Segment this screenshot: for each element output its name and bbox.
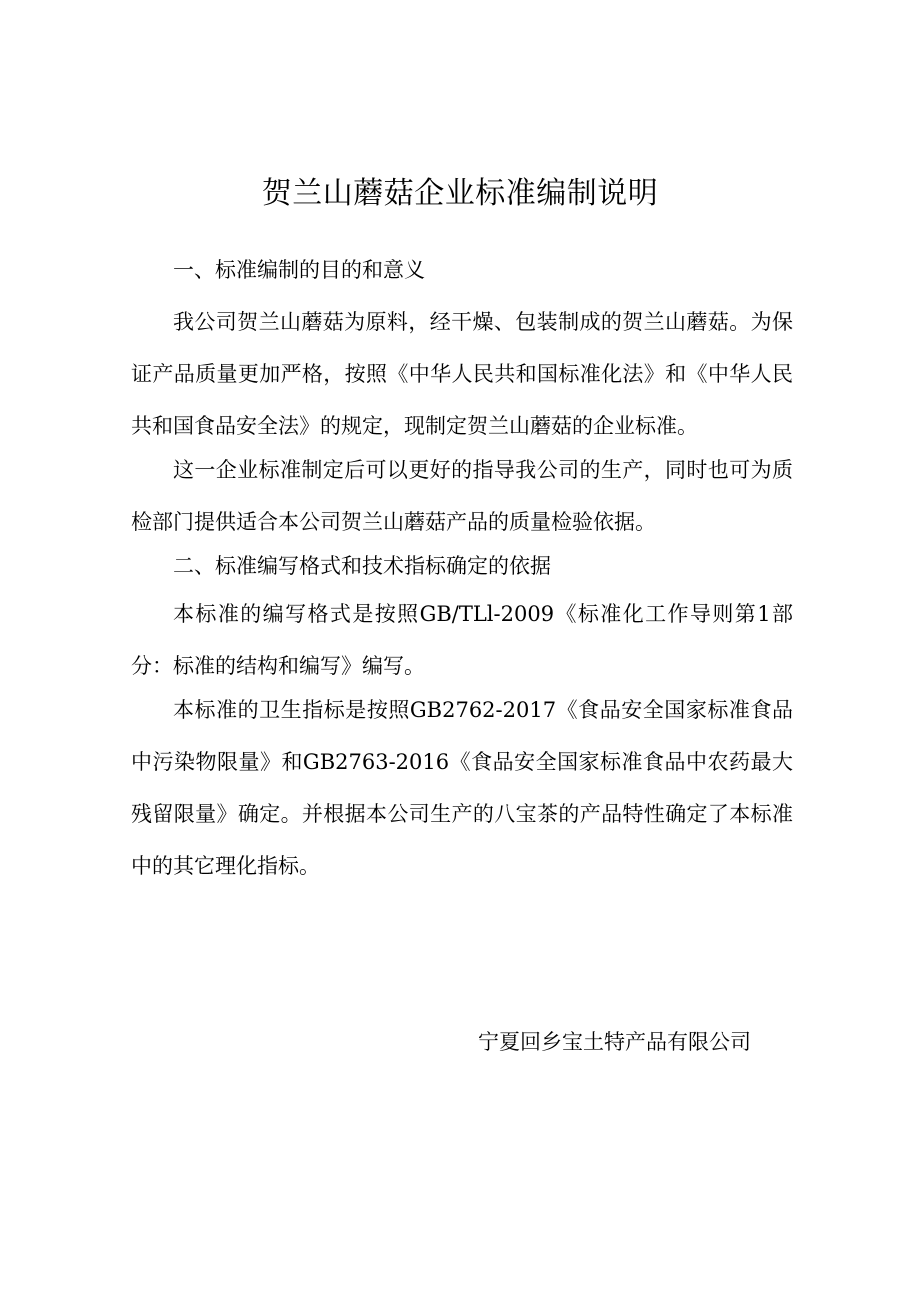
paragraph-hygiene-basis: 本标准的卫生指标是按照GB2762-2017《食品安全国家标准食品中污染物限量》和GB2763-2016《食品安全国家标准食品中农药最大残留限量》确定。并根据本公司生产的八宝茶的产品特性确定了本标准中的其它理化指标。 [131, 698, 793, 878]
company-signature: 宁夏回乡宝土特产品有限公司 [478, 1030, 751, 1054]
paragraph-significance: 这一企业标准制定后可以更好的指导我公司的生产，同时也可为质检部门提供适合本公司贺兰山蘑菇产品的质量检验依据。 [131, 458, 793, 534]
paragraph-background: 我公司贺兰山蘑菇为原料，经干燥、包装制成的贺兰山蘑菇。为保证产品质量更加严格，按照《中华人民共和国标准化法》和《中华人民共和国食品安全法》的规定，现制定贺兰山蘑菇的企业标准。 [131, 310, 793, 438]
section-heading-basis: 二、标准编写格式和技术指标确定的依据 [173, 554, 551, 578]
section-heading-purpose: 一、标准编制的目的和意义 [173, 258, 425, 282]
paragraph-format-basis: 本标准的编写格式是按照GB/TLl-2009《标准化工作导则第1部分：标准的结构和编写》编写。 [131, 602, 793, 678]
document-title: 贺兰山蘑菇企业标准编制说明 [261, 176, 659, 211]
